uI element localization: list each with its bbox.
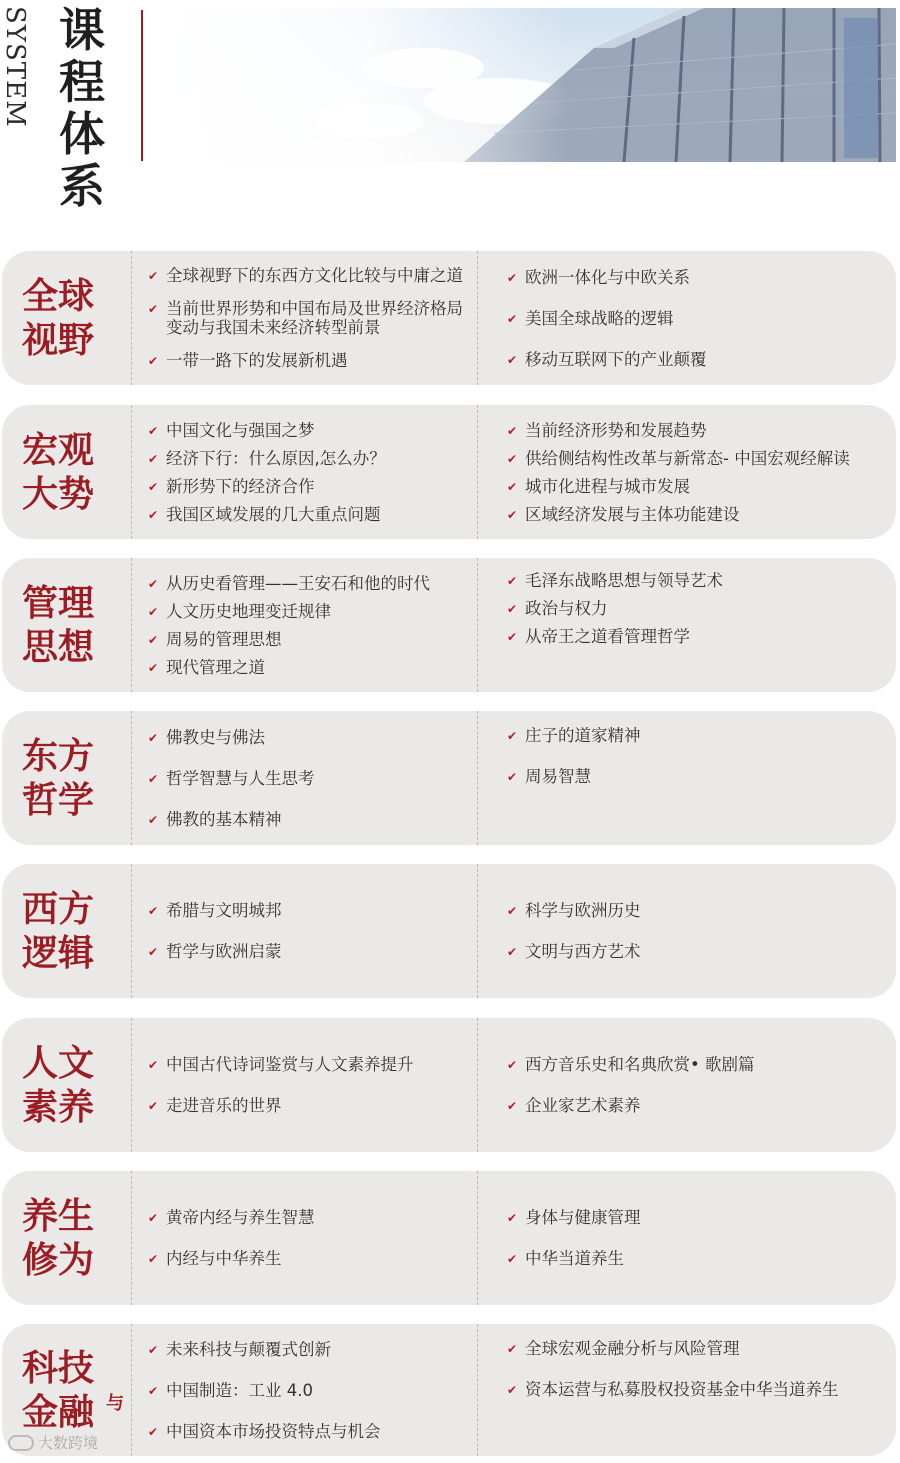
course-column-left	[148, 1171, 472, 1305]
course-item: ✔ 中国文化与强国之梦	[148, 420, 472, 441]
category-title: 西方 逻辑	[22, 888, 95, 974]
course-row	[2, 405, 896, 539]
category-title: 管理 思想	[22, 582, 95, 668]
title-char: 系	[59, 159, 105, 213]
course-item: ✔ 黄帝内经与养生智慧	[148, 1207, 472, 1228]
course-item: ✔ 未来科技与颠覆式创新	[148, 1339, 472, 1360]
course-column-right	[507, 1324, 892, 1456]
divider	[131, 1171, 132, 1305]
title-char: 课	[59, 3, 105, 57]
course-item: ✔ 哲学与欧洲启蒙	[148, 941, 472, 962]
course-item: ✔ 经济下行：什么原因,怎么办？	[148, 448, 472, 469]
course-item: ✔ 全球视野下的东西方文化比较与中庸之道	[148, 265, 472, 286]
course-column-left	[148, 1324, 472, 1456]
category-title: 科技 金融 与	[22, 1347, 124, 1433]
category-title: 养生 修为	[22, 1195, 95, 1281]
divider	[477, 1018, 478, 1152]
title-char: 程	[59, 55, 105, 109]
course-item: ✔ 人文历史地理变迁规律	[148, 601, 472, 622]
page-title	[54, 4, 110, 212]
course-item: ✔ 佛教的基本精神	[148, 809, 472, 830]
course-column-right	[507, 864, 892, 998]
divider	[477, 405, 478, 539]
divider	[131, 711, 132, 845]
course-item: ✔ 中国制造：工业 4.0	[148, 1380, 472, 1401]
course-item: ✔ 移动互联网下的产业颠覆	[507, 349, 892, 370]
course-item: ✔ 现代管理之道	[148, 657, 472, 678]
course-item: ✔ 毛泽东战略思想与领导艺术	[507, 570, 892, 591]
course-column-right	[507, 711, 892, 845]
course-item: ✔ 佛教史与佛法	[148, 727, 472, 748]
course-item: ✔ 周易智慧	[507, 766, 892, 787]
course-item: ✔ 资本运营与私募股权投资基金中华当道养生	[507, 1379, 892, 1400]
course-row	[2, 1171, 896, 1305]
watermark-logo-icon	[8, 1435, 34, 1451]
course-item: ✔ 当前世界形势和中国布局及世界经济格局变动与我国未来经济转型前景	[148, 299, 472, 337]
course-item: ✔ 区域经济发展与主体功能建设	[507, 504, 892, 525]
course-column-left	[148, 251, 472, 385]
course-row	[2, 1018, 896, 1152]
divider	[477, 251, 478, 385]
course-item: ✔ 政治与权力	[507, 598, 892, 619]
course-row	[2, 558, 896, 692]
course-item: ✔ 从帝王之道看管理哲学	[507, 626, 892, 647]
divider	[131, 405, 132, 539]
divider	[131, 1018, 132, 1152]
divider	[477, 1324, 478, 1456]
course-item: ✔ 当前经济形势和发展趋势	[507, 420, 892, 441]
course-item: ✔ 庄子的道家精神	[507, 725, 892, 746]
course-column-left	[148, 864, 472, 998]
course-column-left	[148, 405, 472, 539]
course-item: ✔ 文明与西方艺术	[507, 941, 892, 962]
divider	[131, 558, 132, 692]
course-item: ✔ 新形势下的经济合作	[148, 476, 472, 497]
category-title: 东方 哲学	[22, 735, 95, 821]
divider	[477, 711, 478, 845]
building-photo	[164, 8, 896, 162]
watermark	[8, 1432, 98, 1453]
category-title: 全球 视野	[22, 275, 95, 361]
course-column-right	[507, 1018, 892, 1152]
course-item: ✔ 周易的管理思想	[148, 629, 472, 650]
divider	[131, 251, 132, 385]
title-divider	[141, 10, 143, 161]
course-item: ✔ 我国区域发展的几大重点问题	[148, 504, 472, 525]
course-item: ✔ 企业家艺术素养	[507, 1095, 892, 1116]
course-item: ✔ 中国资本市场投资特点与机会	[148, 1421, 472, 1442]
course-item: ✔ 供给侧结构性改革与新常态- 中国宏观经解读	[507, 448, 892, 469]
course-row	[2, 251, 896, 385]
divider	[477, 1171, 478, 1305]
divider	[477, 558, 478, 692]
course-item: ✔ 中国古代诗词鉴赏与人文素养提升	[148, 1054, 472, 1075]
course-item: ✔ 西方音乐史和名典欣赏• 歌剧篇	[507, 1054, 892, 1075]
course-item: ✔ 一带一路下的发展新机遇	[148, 350, 472, 371]
category-title: 人文 素养	[22, 1042, 95, 1128]
course-column-right	[507, 251, 892, 385]
course-item: ✔ 城市化进程与城市发展	[507, 476, 892, 497]
course-item: ✔ 全球宏观金融分析与风险管理	[507, 1338, 892, 1359]
divider	[131, 864, 132, 998]
divider	[477, 864, 478, 998]
divider	[131, 1324, 132, 1456]
course-column-left	[148, 1018, 472, 1152]
title-char: 体	[59, 107, 105, 161]
course-column-right	[507, 1171, 892, 1305]
category-connector: 与	[106, 1393, 124, 1414]
course-column-right	[507, 558, 892, 692]
course-column-left	[148, 711, 472, 845]
course-item: ✔ 中华当道养生	[507, 1248, 892, 1269]
course-item: ✔ 欧洲一体化与中欧关系	[507, 267, 892, 288]
course-item: ✔ 走进音乐的世界	[148, 1095, 472, 1116]
system-label: SYSTEM	[0, 6, 30, 128]
course-item: ✔ 希腊与文明城邦	[148, 900, 472, 921]
course-item: ✔ 科学与欧洲历史	[507, 900, 892, 921]
course-row	[2, 1324, 896, 1456]
course-row	[2, 711, 896, 845]
watermark-text: 大数跨境	[38, 1434, 99, 1452]
category-title: 宏观 大势	[22, 429, 95, 515]
course-item: ✔ 身体与健康管理	[507, 1207, 892, 1228]
course-row	[2, 864, 896, 998]
course-item: ✔ 从历史看管理——王安石和他的时代	[148, 573, 472, 594]
course-column-left	[148, 558, 472, 692]
course-item: ✔ 美国全球战略的逻辑	[507, 308, 892, 329]
course-item: ✔ 哲学智慧与人生思考	[148, 768, 472, 789]
course-item: ✔ 内经与中华养生	[148, 1248, 472, 1269]
header	[0, 0, 900, 230]
course-column-right	[507, 405, 892, 539]
